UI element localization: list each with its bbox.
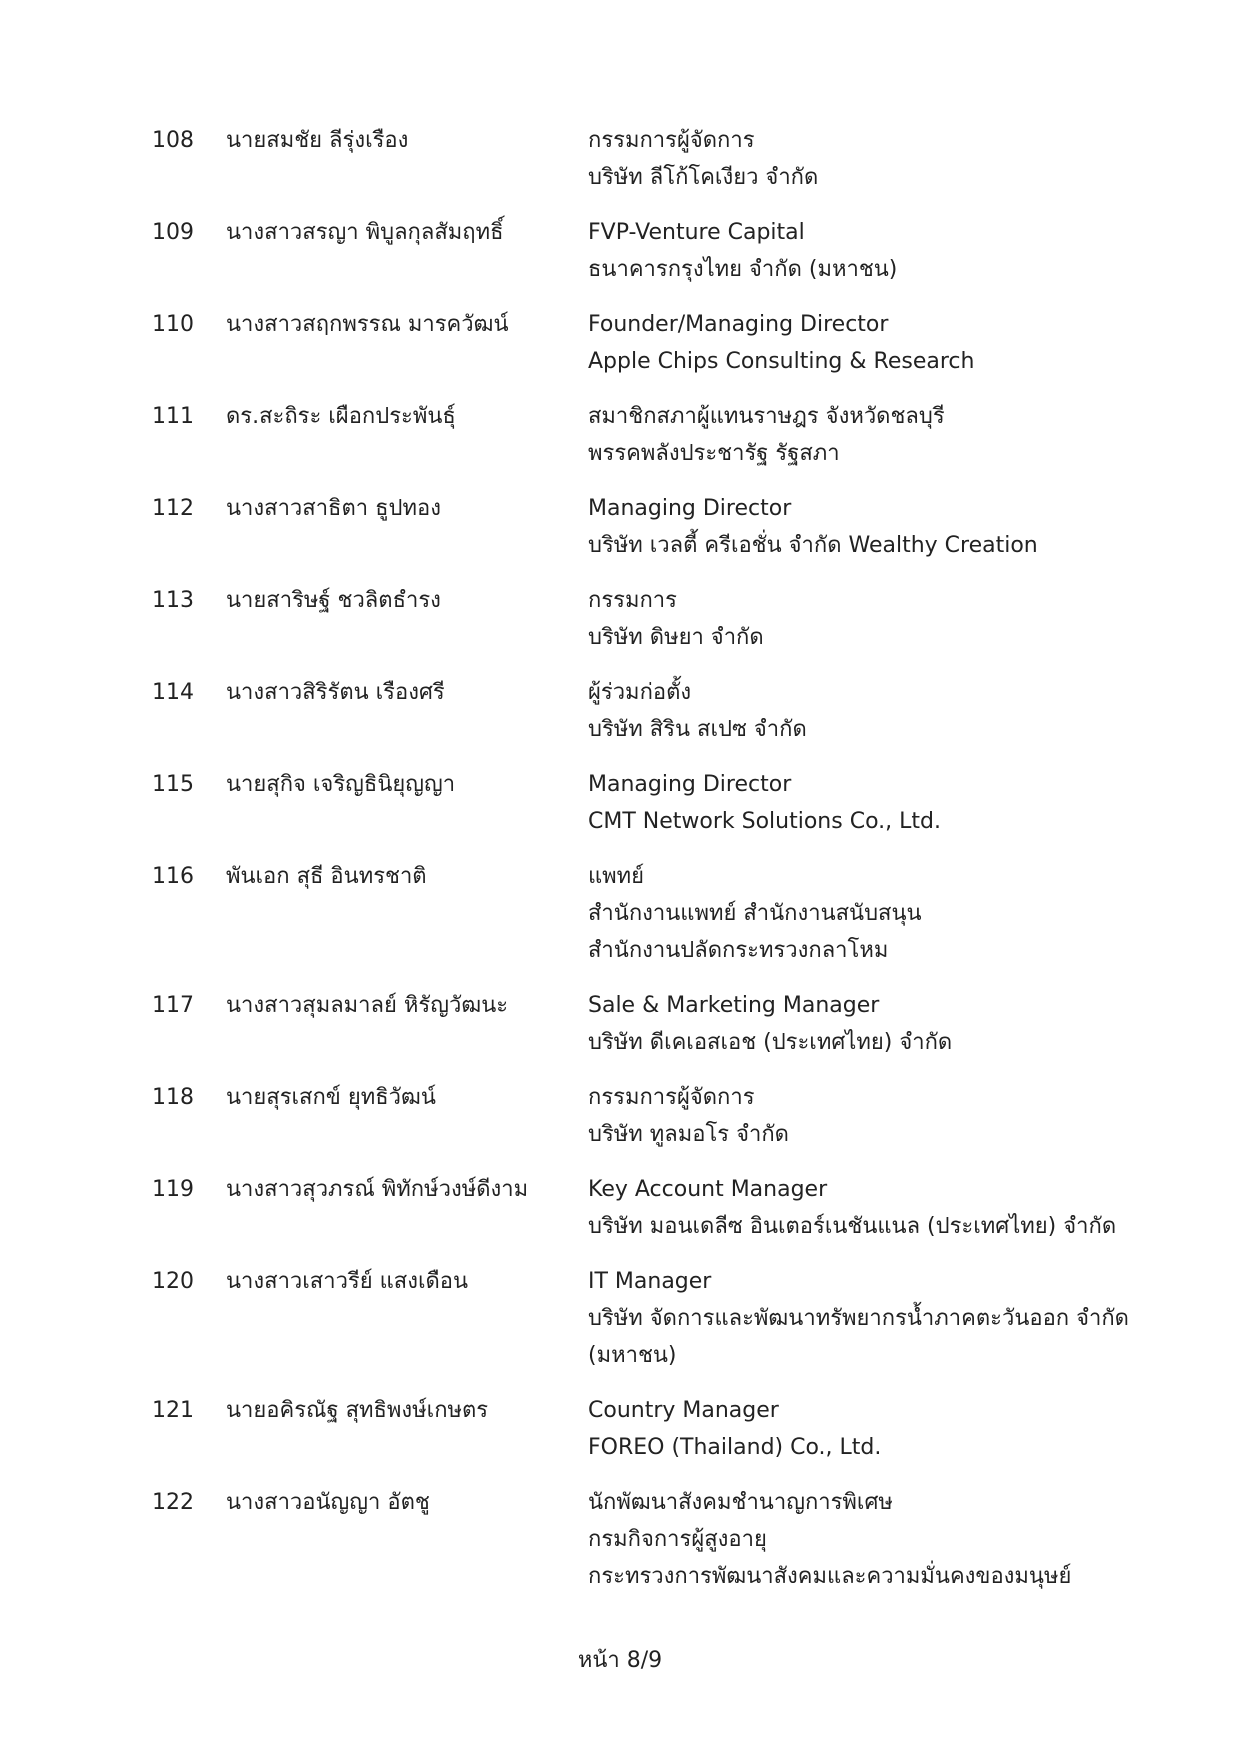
entry-position	[588, 398, 1152, 472]
entry-position-line: บริษัท ดิษยา จำกัด	[588, 625, 764, 650]
list-item	[152, 214, 1152, 288]
entry-name: นายสุรเสกข์ ยุทธิวัฒน์	[226, 1085, 436, 1110]
entry-name: นางสาวสฤกพรรณ มารควัฒน์	[226, 312, 509, 337]
entry-position-line: กรมกิจการผู้สูงอายุ	[588, 1527, 767, 1552]
entry-name: นายอคิรณัฐ สุทธิพงษ์เกษตร	[226, 1398, 489, 1423]
entry-position-line: Managing Director	[588, 772, 792, 797]
entry-position-line: Country Manager	[588, 1398, 779, 1423]
entry-name: นางสาวสาธิตา ธูปทอง	[226, 496, 441, 521]
entry-position	[588, 1484, 1152, 1595]
entry-position	[588, 490, 1152, 564]
entry-position	[588, 582, 1152, 656]
entry-position	[588, 987, 1152, 1061]
list-item	[152, 306, 1152, 380]
entry-position	[588, 766, 1152, 840]
entry-position-line: กระทรวงการพัฒนาสังคมและความมั่นคงของมนุษย์	[588, 1564, 1072, 1589]
entry-name: นายสมชัย ลีรุ่งเรือง	[226, 128, 409, 153]
entry-number: 122	[152, 1490, 194, 1515]
entry-number: 112	[152, 496, 194, 521]
entry-position-line: พรรคพลังประชารัฐ รัฐสภา	[588, 441, 840, 466]
entry-number: 111	[152, 404, 194, 429]
entry-position-line: บริษัท จัดการและพัฒนาทรัพยากรน้ำภาคตะวันออก จำกัด	[588, 1306, 1129, 1331]
entry-position-line: บริษัท เวลตี้ ครีเอชั่น จำกัด Wealthy Creation	[588, 533, 1038, 558]
list-item	[152, 122, 1152, 196]
entry-position	[588, 1392, 1152, 1466]
entry-name: นายสุกิจ เจริญธินิยุญญา	[226, 772, 456, 797]
member-list	[152, 122, 1152, 1613]
entry-position-line: สำนักงานแพทย์ สำนักงานสนับสนุน	[588, 901, 922, 926]
entry-position-line: Apple Chips Consulting & Research	[588, 349, 975, 374]
list-item	[152, 490, 1152, 564]
list-item	[152, 1484, 1152, 1595]
entry-position-line: FOREO (Thailand) Co., Ltd.	[588, 1435, 882, 1460]
entry-position-line: Sale & Marketing Manager	[588, 993, 880, 1018]
entry-name: ดร.สะถิระ เผือกประพันธุ์	[226, 404, 456, 429]
entry-number: 118	[152, 1085, 194, 1110]
entry-position	[588, 674, 1152, 748]
entry-number: 120	[152, 1269, 194, 1294]
entry-position	[588, 1079, 1152, 1153]
page-number: หน้า 8/9	[577, 1648, 663, 1673]
list-item	[152, 987, 1152, 1061]
entry-number: 117	[152, 993, 194, 1018]
entry-number: 113	[152, 588, 194, 613]
entry-position-line: กรรมการผู้จัดการ	[588, 1085, 755, 1110]
entry-position-line: สมาชิกสภาผู้แทนราษฎร จังหวัดชลบุรี	[588, 404, 945, 429]
entry-position	[588, 214, 1152, 288]
entry-position-line: บริษัท ทูลมอโร จำกัด	[588, 1122, 789, 1147]
entry-position-line: IT Manager	[588, 1269, 712, 1294]
list-item	[152, 398, 1152, 472]
entry-position	[588, 858, 1152, 969]
entry-position-line: (มหาชน)	[588, 1343, 677, 1368]
entry-position-line: นักพัฒนาสังคมชำนาญการพิเศษ	[588, 1490, 893, 1515]
entry-position-line: กรรมการผู้จัดการ	[588, 128, 755, 153]
entry-number: 121	[152, 1398, 194, 1423]
entry-position-line: ผู้ร่วมก่อตั้ง	[588, 680, 692, 705]
entry-position-line: บริษัท มอนเดลีซ อินเตอร์เนชันแนล (ประเทศไทย) จำกัด	[588, 1214, 1117, 1239]
entry-name: นางสาวสิริรัตน เรืองศรี	[226, 680, 445, 705]
entry-position-line: กรรมการ	[588, 588, 677, 613]
list-item	[152, 1171, 1152, 1245]
list-item	[152, 1079, 1152, 1153]
entry-position-line: แพทย์	[588, 864, 645, 889]
entry-name: นางสาวเสาวรีย์ แสงเดือน	[226, 1269, 469, 1294]
entry-number: 110	[152, 312, 194, 337]
entry-position-line: บริษัท สิริน สเปซ จำกัด	[588, 717, 807, 742]
entry-position-line: สำนักงานปลัดกระทรวงกลาโหม	[588, 938, 889, 963]
entry-number: 116	[152, 864, 194, 889]
entry-position-line: Key Account Manager	[588, 1177, 828, 1202]
entry-name: นางสาวสรญา พิบูลกุลสัมฤทธิ์	[226, 220, 504, 245]
entry-position-line: CMT Network Solutions Co., Ltd.	[588, 809, 941, 834]
list-item	[152, 582, 1152, 656]
entry-name: พันเอก สุธี อินทรชาติ	[226, 864, 427, 889]
entry-number: 114	[152, 680, 194, 705]
list-item	[152, 1392, 1152, 1466]
list-item	[152, 858, 1152, 969]
entry-position-line: ธนาคารกรุงไทย จำกัด (มหาชน)	[588, 257, 898, 282]
entry-name: นางสาวสุมลมาลย์ หิรัญวัฒนะ	[226, 993, 509, 1018]
list-item	[152, 674, 1152, 748]
entry-name: นางสาวสุวภรณ์ พิทักษ์วงษ์ดีงาม	[226, 1177, 529, 1202]
entry-position-line: FVP-Venture Capital	[588, 220, 805, 245]
entry-position-line: บริษัท ลีโก้โคเงียว จำกัด	[588, 165, 819, 190]
entry-number: 109	[152, 220, 194, 245]
entry-number: 115	[152, 772, 194, 797]
list-item	[152, 1263, 1152, 1374]
entry-position-line: Founder/Managing Director	[588, 312, 889, 337]
entry-position	[588, 306, 1152, 380]
entry-number: 108	[152, 128, 194, 153]
entry-name: นายสาริษฐ์ ชวลิตธำรง	[226, 588, 441, 613]
entry-position	[588, 1263, 1152, 1374]
list-item	[152, 766, 1152, 840]
entry-position	[588, 1171, 1152, 1245]
entry-position	[588, 122, 1152, 196]
entry-number: 119	[152, 1177, 194, 1202]
entry-position-line: บริษัท ดีเคเอสเอช (ประเทศไทย) จำกัด	[588, 1030, 953, 1055]
entry-name: นางสาวอนัญญา อัตชู	[226, 1490, 430, 1515]
entry-position-line: Managing Director	[588, 496, 792, 521]
